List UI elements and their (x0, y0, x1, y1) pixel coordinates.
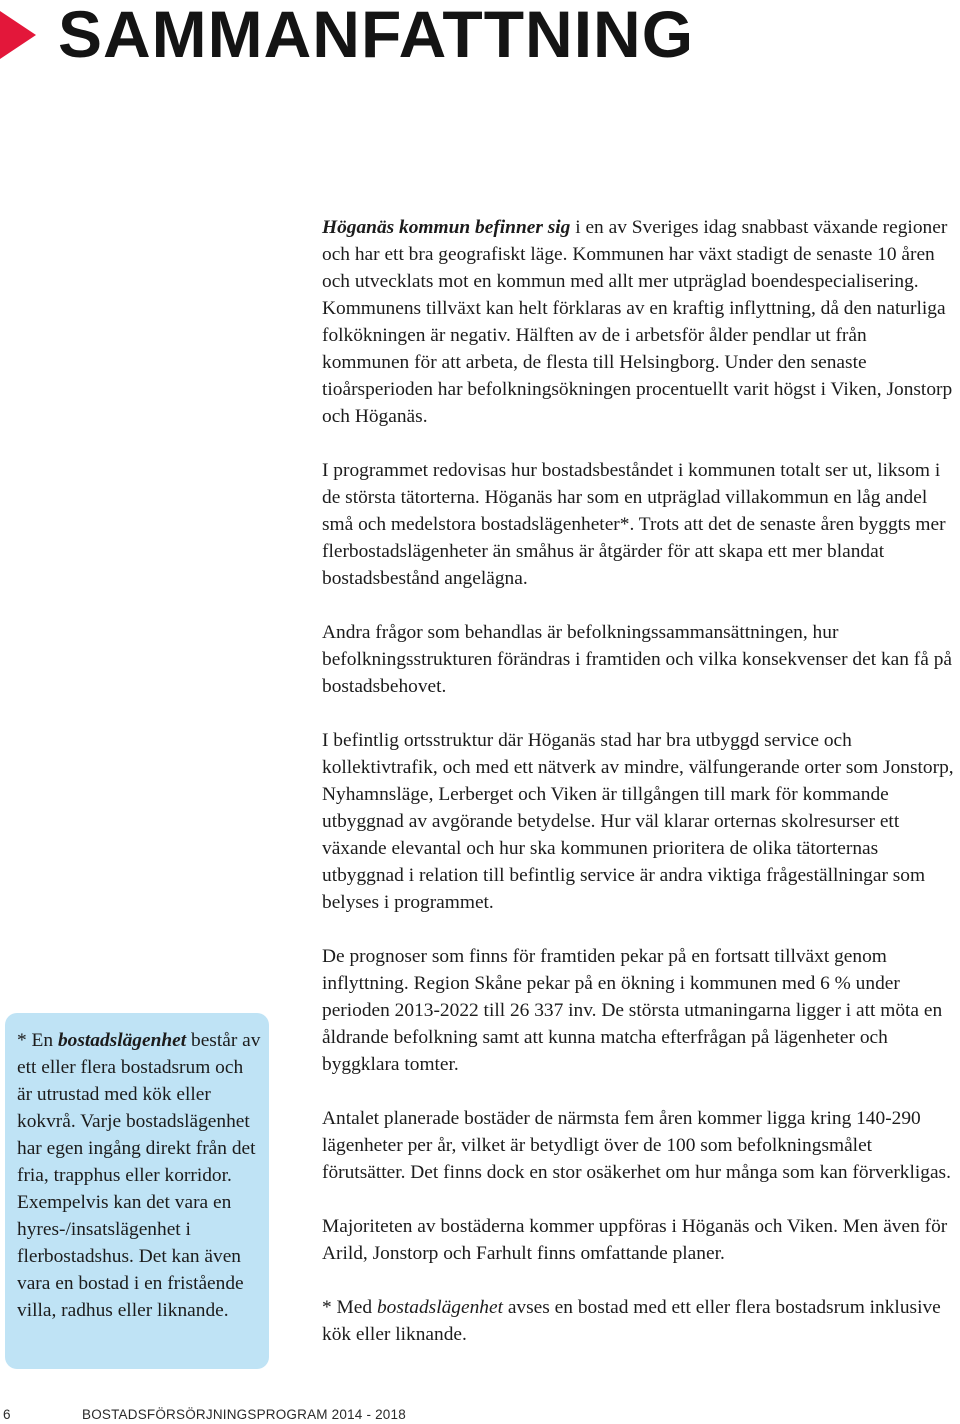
footnote-term: bostadslägenhet (376, 1297, 503, 1318)
paragraph-intro-text: i en av Sveriges idag snabbast växande regioner och har ett bra geografiskt läge. Kommunen har växt stadigt de senaste 10 åren och utvecklats mot en kommun med allt mer utpräglad boendespecialisering. Kommunens tillväxt kan helt förklaras av en kraftig inflyttning, då den naturliga folkökningen är negativ. Hälften av de i arbetsför ålder pendlar ut från kommunen för att arbeta, de flesta till Helsingborg. Under den senaste tioårsperioden har befolkningsökningen procentuellt varit högst i Viken, Jonstorp och Höganäs. (322, 217, 953, 427)
footnote-prefix: * Med (322, 1297, 377, 1318)
definition-text (17, 1027, 261, 1324)
paragraph-intro (322, 214, 958, 430)
footnote (322, 1294, 958, 1348)
footnote-text: avses en bostad med ett eller flera bostadsrum inklusive kök eller liknande. (322, 1297, 941, 1345)
paragraph-planned-housing: Antalet planerade bostäder de närmsta fem åren kommer ligga kring 140-290 lägenheter per år, vilket är betydligt över de 100 som befolkningsmålet förutsätter. Det finns dock en stor osäkerhet om hur många som kan förverkligas. (322, 1108, 951, 1183)
paragraph-forecast: De prognoser som finns för framtiden pekar på en fortsatt tillväxt genom inflyttning. Region Skåne pekar på en ökning i kommunen med 6 % under perioden 2013-2022 till 26 337 inv. De största utmaningarna ligger i att möta en åldrande befolkning samt att kunna matcha efterfrågan på lägenheter och byggklara tomter. (322, 946, 943, 1075)
triangle-arrow-icon (0, 11, 40, 59)
paragraph-population: Andra frågor som behandlas är befolkningssammansättningen, hur befolkningsstrukturen förändras i framtiden och vilka konsekvenser det kan få på bostadsbehovet. (322, 622, 952, 697)
definition-prefix: * En (17, 1030, 58, 1051)
paragraph-locations: Majoriteten av bostäderna kommer uppföras i Höganäs och Viken. Men även för Arild, Jonstorp och Farhult finns omfattande planer. (322, 1216, 948, 1264)
definition-box (5, 1013, 269, 1369)
page-number: 6 (3, 1407, 11, 1422)
page-footer (0, 1406, 960, 1424)
definition-body: består av ett eller flera bostadsrum och är utrustad med kök eller kokvrå. Varje bostadslägenhet har egen ingång direkt från det fria, trapphus eller korridor. Exempelvis kan det vara en hyres-/insatslägenhet i flerbostadshus. Det kan även vara en bostad i en fristående villa, radhus eller liknande. (17, 1030, 261, 1321)
summary-body (322, 214, 958, 1348)
paragraph-housing-stock: I programmet redovisas hur bostadsbeståndet i kommunen totalt ser ut, liksom i de största tätorterna. Höganäs har som en utpräglad villakommun en låg andel små och medelstora bostadslägenheter*. Trots att det de senaste åren byggts mer flerbostadslägenheter än småhus är åtgärder för att skapa ett mer blandat bostadsbestånd angelägna. (322, 460, 946, 589)
page-title: SAMMANFATTNING (58, 0, 695, 71)
definition-term: bostadslägenhet (57, 1030, 187, 1051)
paragraph-settlement-structure: I befintlig ortsstruktur där Höganäs stad har bra utbyggd service och kollektivtrafik, och med ett nätverk av mindre, välfungerande orter som Jonstorp, Nyhamnsläge, Lerberget och Viken är tillgången till mark för kommande utbyggnad av avgörande betydelse. Hur väl klarar orternas skolresurser ett växande elevantal och hur ska kommunen prioritera de olika tätorternas utbyggnad i relation till befintlig service är andra viktiga frågeställningar som belyses i programmet. (322, 730, 954, 913)
document-title: BOSTADSFÖRSÖRJNINGSPROGRAM 2014 - 2018 (82, 1407, 406, 1422)
paragraph-lead-in: Höganäs kommun befinner sig (322, 217, 571, 238)
